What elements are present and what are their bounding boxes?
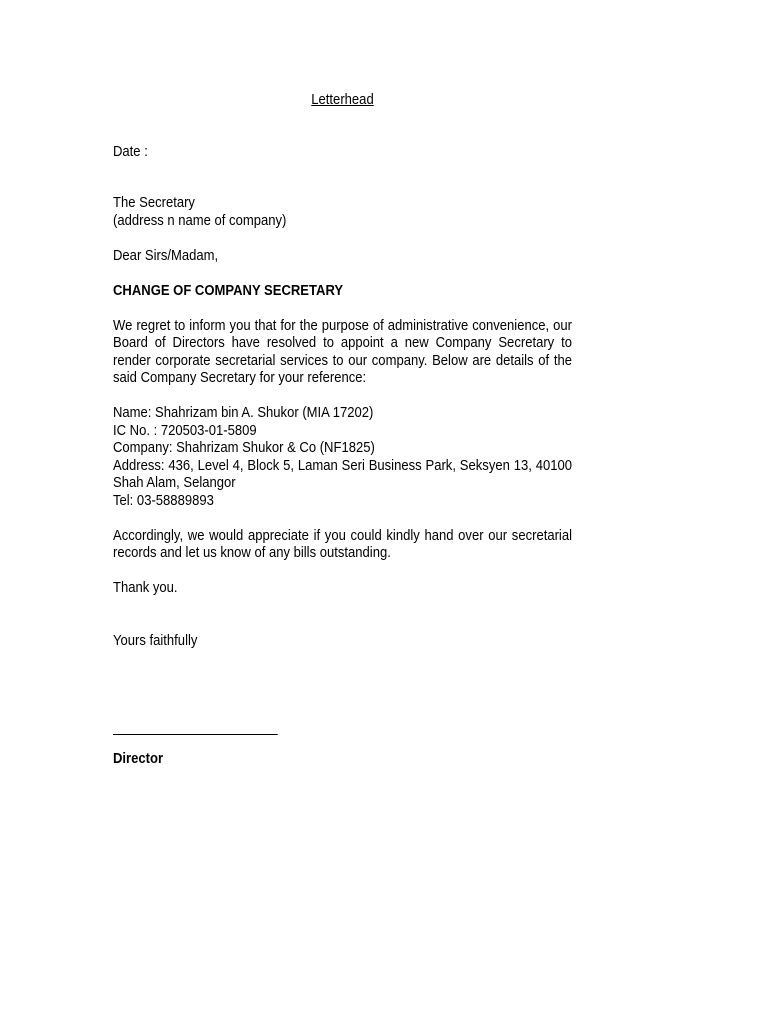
thanks-line: Thank you.: [113, 580, 178, 596]
letter-body: [113, 92, 572, 769]
signature-line: [113, 734, 278, 735]
body-paragraph-2: Accordingly, we would appreciate if you could kindly hand over our secretarial records and let us know of any bills outstanding.: [113, 527, 572, 561]
recipient-address: (address n name of company): [113, 212, 287, 229]
secretary-details: [113, 405, 572, 510]
salutation: Dear Sirs/Madam,: [113, 247, 219, 264]
detail-tel: Tel: 03-58889893: [113, 492, 214, 509]
body-paragraph-1: We regret to inform you that for the purpose of administrative convenience, our Board of Directors have resolved to appoint a new Company Secretary to render corporate secretarial services to our company. Below are details of the said Company Secretary for your reference:: [113, 317, 572, 386]
signatory-title: Director: [113, 751, 164, 767]
closing-line: Yours faithfully: [113, 632, 198, 649]
detail-company: Company: Shahrizam Shukor & Co (NF1825): [113, 440, 375, 456]
letterhead-title: Letterhead: [311, 92, 374, 108]
subject-heading: CHANGE OF COMPANY SECRETARY: [113, 282, 344, 299]
detail-address: Address: 436, Level 4, Block 5, Laman Seri Business Park, Seksyen 13, 40100 Shah Alam, Selangor: [113, 457, 572, 491]
detail-name: Name: Shahrizam bin A. Shukor (MIA 17202): [113, 405, 374, 421]
recipient-title: The Secretary: [113, 195, 195, 211]
detail-ic: IC No. : 720503-01-5809: [113, 422, 257, 439]
date-label: Date :: [113, 143, 148, 160]
recipient-block: [113, 195, 572, 230]
signature-space: [113, 650, 572, 720]
